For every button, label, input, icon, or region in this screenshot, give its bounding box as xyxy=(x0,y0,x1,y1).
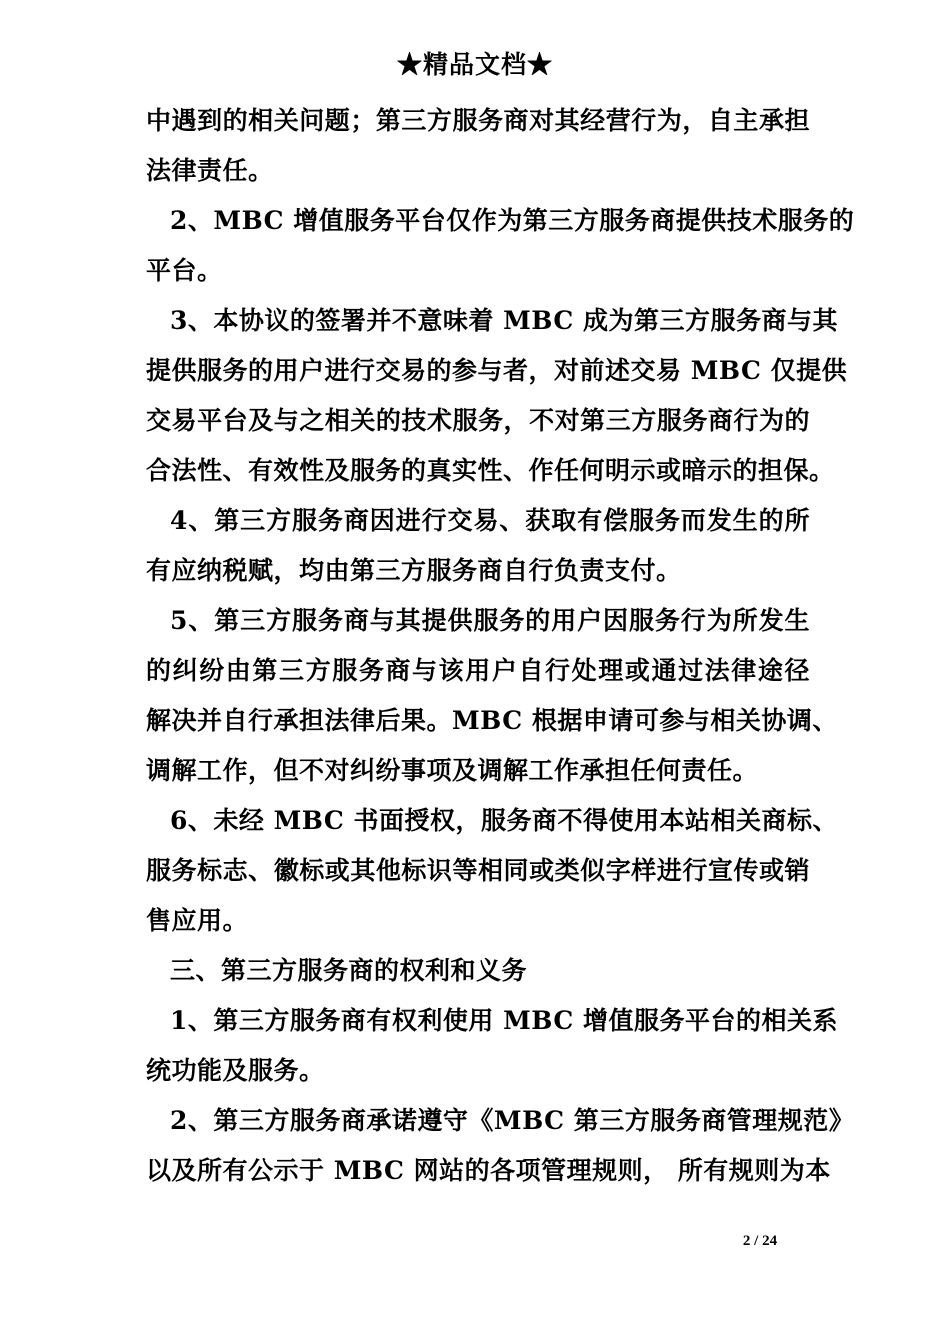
paragraph-line: 平台。 xyxy=(146,256,223,285)
paragraph-line: 服务标志、徽标或其他标识等相同或类似字样进行宣传或销 xyxy=(146,856,810,885)
paragraph xyxy=(146,496,810,596)
paragraph-line: 售应用。 xyxy=(146,906,249,935)
paragraph-line: 调解工作，但不对纠纷事项及调解工作承担任何责任。 xyxy=(146,756,759,785)
paragraph-line: 6、未经 MBC 书面授权，服务商不得使用本站相关商标、 xyxy=(170,806,838,835)
paragraph-line: 合法性、有效性及服务的真实性、作任何明示或暗示的担保。 xyxy=(146,456,835,485)
paragraph-line: 2、第三方服务商承诺遵守《MBC 第三方服务商管理规范》 xyxy=(170,1106,855,1135)
paragraph-line: 交易平台及与之相关的技术服务，不对第三方服务商行为的 xyxy=(146,406,810,435)
paragraph-line: 三、第三方服务商的权利和义务 xyxy=(170,956,528,985)
document-body xyxy=(146,96,855,1196)
paragraph-line: 法律责任。 xyxy=(146,156,274,185)
paragraph xyxy=(146,596,838,796)
paragraph-line: 解决并自行承担法律后果。MBC 根据申请可参与相关协调、 xyxy=(146,706,838,735)
paragraph-line: 统功能及服务。 xyxy=(146,1056,325,1085)
paragraph xyxy=(146,946,810,996)
paragraph-line: 4、第三方服务商因进行交易、获取有偿服务而发生的所 xyxy=(170,506,810,535)
paragraph xyxy=(146,196,855,296)
paragraph-line: 以及所有公示于 MBC 网站的各项管理规则， 所有规则为本 xyxy=(146,1156,831,1185)
paragraph xyxy=(146,1096,855,1196)
paragraph xyxy=(146,96,810,196)
paragraph-line: 提供服务的用户进行交易的参与者，对前述交易 MBC 仅提供 xyxy=(146,356,848,385)
paragraph xyxy=(146,796,838,946)
paragraph-line: 的纠纷由第三方服务商与该用户自行处理或通过法律途径 xyxy=(146,656,810,685)
paragraph-line: 1、第三方服务商有权利使用 MBC 增值服务平台的相关系 xyxy=(170,1006,838,1035)
page-number: 2 / 24 xyxy=(742,1233,778,1249)
paragraph-line: 中遇到的相关问题；第三方服务商对其经营行为，自主承担 xyxy=(146,106,810,135)
paragraph xyxy=(146,296,848,496)
page-header-title: ★精品文档★ xyxy=(396,50,553,79)
paragraph-line: 2、MBC 增值服务平台仅作为第三方服务商提供技术服务的 xyxy=(170,206,855,235)
paragraph-line: 有应纳税赋，均由第三方服务商自行负责支付。 xyxy=(146,556,682,585)
paragraph-line: 3、本协议的签署并不意味着 MBC 成为第三方服务商与其 xyxy=(170,306,838,335)
paragraph xyxy=(146,996,838,1096)
paragraph-line: 5、第三方服务商与其提供服务的用户因服务行为所发生 xyxy=(170,606,810,635)
